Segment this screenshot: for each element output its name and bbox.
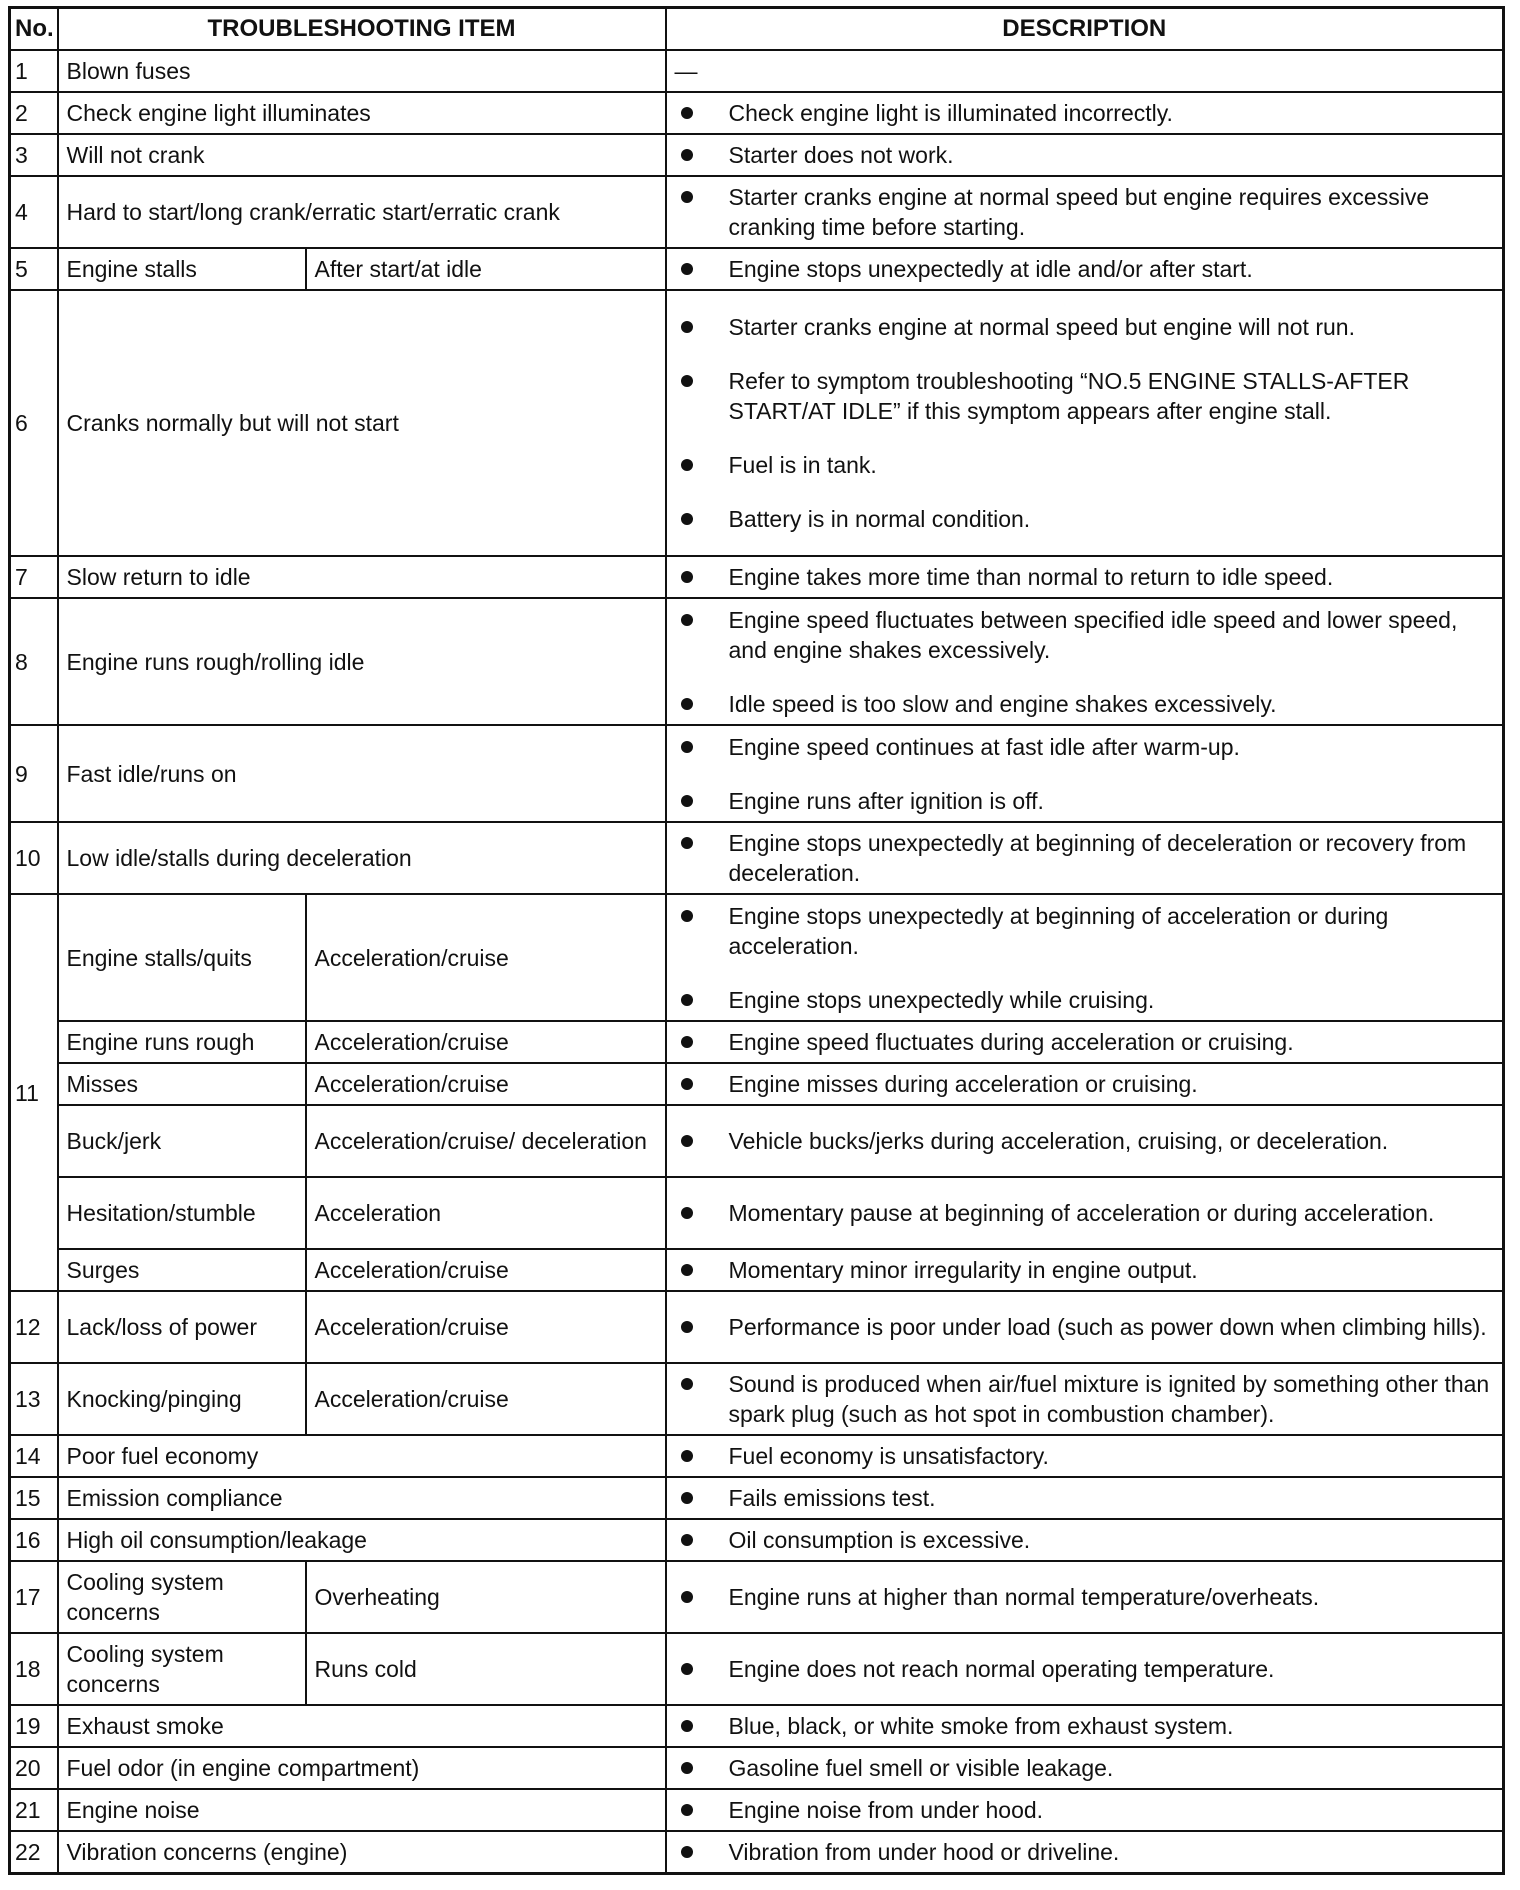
row-number: 22: [10, 1831, 58, 1873]
troubleshooting-item: Engine stalls/quits: [58, 894, 306, 1021]
troubleshooting-item: Knocking/pinging: [58, 1363, 306, 1435]
condition-cell: Acceleration/cruise: [306, 1021, 666, 1063]
row-number: 5: [10, 248, 58, 290]
description-cell: [666, 1291, 1504, 1363]
description-dash: —: [666, 50, 1504, 92]
table-row: [10, 1519, 1504, 1561]
description-bullet: Engine runs at higher than normal temperature/overheats.: [675, 1582, 1495, 1612]
table-row: [10, 894, 1504, 1021]
description-cell: [666, 1747, 1504, 1789]
troubleshooting-item: Engine noise: [58, 1789, 666, 1831]
troubleshooting-item: Engine runs rough/rolling idle: [58, 598, 666, 725]
description-cell: [666, 1477, 1504, 1519]
troubleshooting-item: Low idle/stalls during deceleration: [58, 822, 666, 894]
description-bullet: Momentary pause at beginning of acceleration or during acceleration.: [675, 1198, 1495, 1228]
description-bullet: Engine speed continues at fast idle after warm-up.: [675, 732, 1495, 762]
header-description: DESCRIPTION: [666, 8, 1504, 51]
description-bullet: Engine stops unexpectedly at beginning of deceleration or recovery from deceleration.: [675, 828, 1495, 888]
row-number: 3: [10, 134, 58, 176]
description-bullet: Engine stops unexpectedly at beginning of acceleration or during acceleration.: [675, 901, 1495, 961]
description-bullet: Starter cranks engine at normal speed but engine requires excessive cranking time before starting.: [675, 182, 1495, 242]
description-cell: [666, 1633, 1504, 1705]
description-cell: [666, 92, 1504, 134]
condition-cell: Acceleration/cruise: [306, 1249, 666, 1291]
description-cell: [666, 1105, 1504, 1177]
row-number: 11: [10, 894, 58, 1291]
table-row: [10, 1105, 1504, 1177]
description-cell: [666, 176, 1504, 248]
description-bullet: Fuel economy is unsatisfactory.: [675, 1441, 1495, 1471]
description-bullet: Idle speed is too slow and engine shakes excessively.: [675, 689, 1495, 719]
description-bullet: Blue, black, or white smoke from exhaust system.: [675, 1711, 1495, 1741]
condition-cell: Runs cold: [306, 1633, 666, 1705]
troubleshooting-item: Lack/loss of power: [58, 1291, 306, 1363]
condition-cell: Acceleration/cruise/ deceleration: [306, 1105, 666, 1177]
condition-cell: Overheating: [306, 1561, 666, 1633]
description-bullet: Refer to symptom troubleshooting “NO.5 ENGINE STALLS-AFTER START/AT IDLE” if this symptom appears after engine stall.: [675, 366, 1495, 426]
description-cell: [666, 1363, 1504, 1435]
description-cell: [666, 1705, 1504, 1747]
description-bullet: Starter cranks engine at normal speed but engine will not run.: [675, 312, 1495, 342]
table-row: [10, 1747, 1504, 1789]
table-row: [10, 1021, 1504, 1063]
troubleshooting-item: Poor fuel economy: [58, 1435, 666, 1477]
row-number: 9: [10, 725, 58, 822]
troubleshooting-item: Emission compliance: [58, 1477, 666, 1519]
table-row: [10, 248, 1504, 290]
description-bullet: Starter does not work.: [675, 140, 1495, 170]
table-row: [10, 1435, 1504, 1477]
header-troubleshooting-item: TROUBLESHOOTING ITEM: [58, 8, 666, 51]
description-bullet: Engine speed fluctuates during acceleration or cruising.: [675, 1027, 1495, 1057]
table-row: [10, 290, 1504, 556]
troubleshooting-item: Cooling system concerns: [58, 1561, 306, 1633]
description-bullet: Engine stops unexpectedly at idle and/or after start.: [675, 254, 1495, 284]
description-cell: [666, 1021, 1504, 1063]
troubleshooting-item: Hard to start/long crank/erratic start/erratic crank: [58, 176, 666, 248]
troubleshooting-item: Fuel odor (in engine compartment): [58, 1747, 666, 1789]
description-cell: [666, 1789, 1504, 1831]
description-bullet: Engine does not reach normal operating temperature.: [675, 1654, 1495, 1684]
description-bullet: Engine noise from under hood.: [675, 1795, 1495, 1825]
row-number: 12: [10, 1291, 58, 1363]
row-number: 4: [10, 176, 58, 248]
troubleshooting-item: Vibration concerns (engine): [58, 1831, 666, 1873]
description-bullet: Oil consumption is excessive.: [675, 1525, 1495, 1555]
table-row: [10, 725, 1504, 822]
header-no: No.: [10, 8, 58, 51]
condition-cell: Acceleration/cruise: [306, 1291, 666, 1363]
description-cell: [666, 1519, 1504, 1561]
description-bullet: Vehicle bucks/jerks during acceleration, cruising, or deceleration.: [675, 1126, 1495, 1156]
table-row: [10, 1363, 1504, 1435]
condition-cell: Acceleration/cruise: [306, 894, 666, 1021]
description-cell: [666, 290, 1504, 556]
description-bullet: Engine stops unexpectedly while cruising.: [675, 985, 1495, 1015]
table-row: [10, 1063, 1504, 1105]
row-number: 16: [10, 1519, 58, 1561]
troubleshooting-item: Slow return to idle: [58, 556, 666, 598]
troubleshooting-item: Cooling system concerns: [58, 1633, 306, 1705]
description-bullet: Battery is in normal condition.: [675, 504, 1495, 534]
table-row: [10, 1705, 1504, 1747]
description-bullet: Vibration from under hood or driveline.: [675, 1837, 1495, 1867]
table-row: [10, 1561, 1504, 1633]
table-row: [10, 92, 1504, 134]
description-bullet: Fuel is in tank.: [675, 450, 1495, 480]
row-number: 20: [10, 1747, 58, 1789]
condition-cell: Acceleration: [306, 1177, 666, 1249]
row-number: 18: [10, 1633, 58, 1705]
troubleshooting-item: High oil consumption/leakage: [58, 1519, 666, 1561]
troubleshooting-document: [8, 6, 1502, 1874]
troubleshooting-item: Engine runs rough: [58, 1021, 306, 1063]
row-number: 14: [10, 1435, 58, 1477]
condition-cell: Acceleration/cruise: [306, 1063, 666, 1105]
troubleshooting-item: Engine stalls: [58, 248, 306, 290]
description-cell: [666, 822, 1504, 894]
row-number: 15: [10, 1477, 58, 1519]
description-cell: [666, 598, 1504, 725]
troubleshooting-item: Surges: [58, 1249, 306, 1291]
description-cell: [666, 1561, 1504, 1633]
description-cell: [666, 725, 1504, 822]
row-number: 8: [10, 598, 58, 725]
description-cell: [666, 1435, 1504, 1477]
description-cell: [666, 1831, 1504, 1873]
troubleshooting-item: Hesitation/stumble: [58, 1177, 306, 1249]
description-bullet: Momentary minor irregularity in engine output.: [675, 1255, 1495, 1285]
row-number: 7: [10, 556, 58, 598]
description-cell: [666, 556, 1504, 598]
table-row: [10, 134, 1504, 176]
description-bullet: Engine runs after ignition is off.: [675, 786, 1495, 816]
row-number: 2: [10, 92, 58, 134]
description-bullet: Engine takes more time than normal to return to idle speed.: [675, 562, 1495, 592]
description-bullet: Engine misses during acceleration or cruising.: [675, 1069, 1495, 1099]
table-row: [10, 1831, 1504, 1873]
description-cell: [666, 134, 1504, 176]
row-number: 17: [10, 1561, 58, 1633]
description-bullet: Gasoline fuel smell or visible leakage.: [675, 1753, 1495, 1783]
troubleshooting-item: Cranks normally but will not start: [58, 290, 666, 556]
troubleshooting-table: [8, 6, 1505, 1875]
condition-cell: After start/at idle: [306, 248, 666, 290]
description-bullet: Check engine light is illuminated incorrectly.: [675, 98, 1495, 128]
table-row: [10, 556, 1504, 598]
description-bullet: Performance is poor under load (such as power down when climbing hills).: [675, 1312, 1495, 1342]
description-cell: [666, 1063, 1504, 1105]
table-row: [10, 822, 1504, 894]
description-bullet: Engine speed fluctuates between specified idle speed and lower speed, and engine shakes excessively.: [675, 605, 1495, 665]
description-bullet: Fails emissions test.: [675, 1483, 1495, 1513]
row-number: 19: [10, 1705, 58, 1747]
table-row: [10, 176, 1504, 248]
description-cell: [666, 1177, 1504, 1249]
table-row: [10, 1249, 1504, 1291]
table-row: [10, 598, 1504, 725]
description-cell: [666, 248, 1504, 290]
troubleshooting-item: Blown fuses: [58, 50, 666, 92]
table-row: [10, 1633, 1504, 1705]
header-row: [10, 8, 1504, 51]
troubleshooting-item: Exhaust smoke: [58, 1705, 666, 1747]
condition-cell: Acceleration/cruise: [306, 1363, 666, 1435]
table-row: [10, 1789, 1504, 1831]
row-number: 6: [10, 290, 58, 556]
troubleshooting-item: Buck/jerk: [58, 1105, 306, 1177]
troubleshooting-item: Fast idle/runs on: [58, 725, 666, 822]
row-number: 13: [10, 1363, 58, 1435]
table-row: [10, 1477, 1504, 1519]
table-row: [10, 50, 1504, 92]
troubleshooting-item: Misses: [58, 1063, 306, 1105]
description-bullet: Sound is produced when air/fuel mixture is ignited by something other than spark plug (such as hot spot in combustion chamber).: [675, 1369, 1495, 1429]
description-cell: [666, 1249, 1504, 1291]
troubleshooting-item: Check engine light illuminates: [58, 92, 666, 134]
table-row: [10, 1291, 1504, 1363]
row-number: 1: [10, 50, 58, 92]
description-cell: [666, 894, 1504, 1021]
row-number: 10: [10, 822, 58, 894]
table-row: [10, 1177, 1504, 1249]
troubleshooting-item: Will not crank: [58, 134, 666, 176]
row-number: 21: [10, 1789, 58, 1831]
